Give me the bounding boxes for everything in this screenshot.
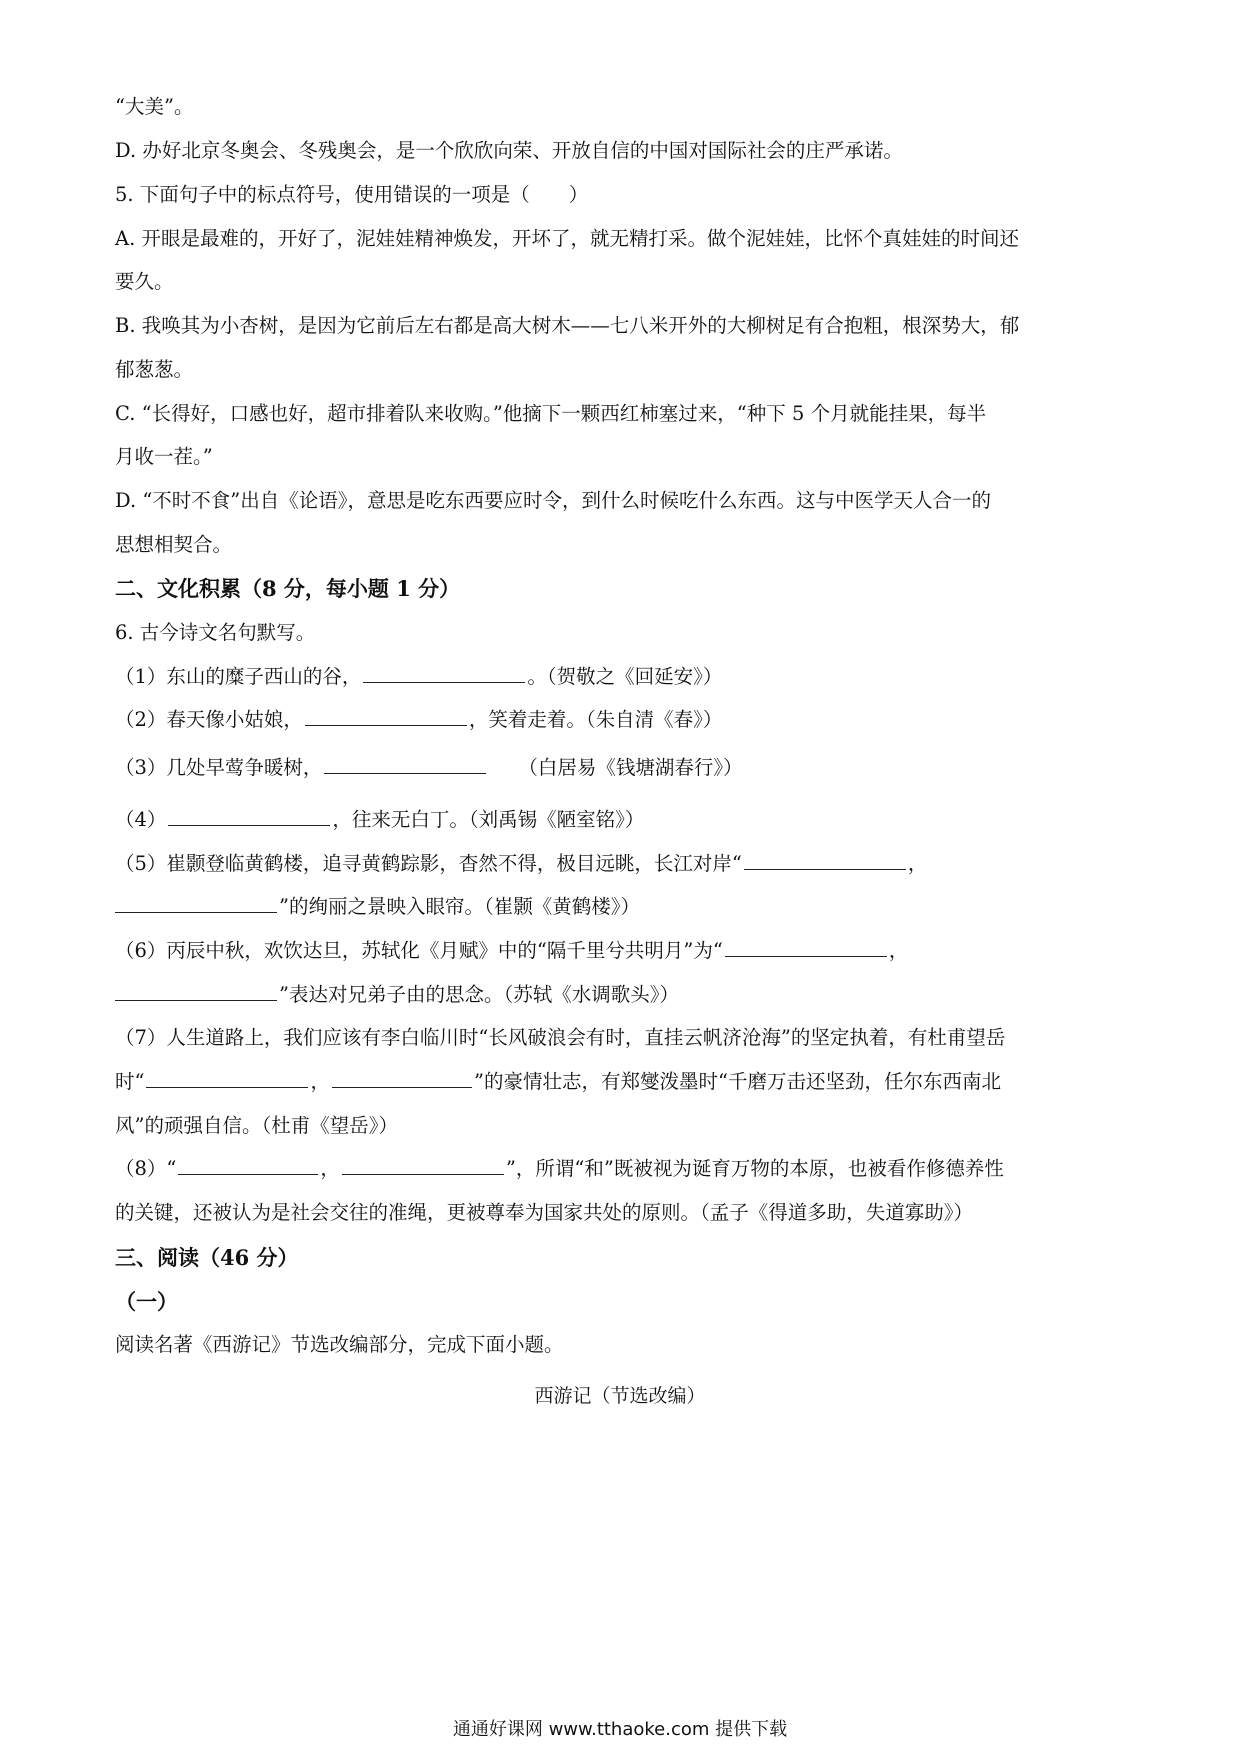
footer-credit: 通通好课网 www.tthaoke.com 提供下载 — [452, 1719, 788, 1740]
q6-item-1-source: 。（贺敬之《回延安》） — [527, 665, 723, 688]
q5-option-c-line1: C. “长得好，口感也好，超市排着队来收购。”他摘下一颗西红柿塞过来，“种下 5 个月就能挂果，每半 — [115, 402, 987, 425]
section3-title: 三、阅读（46 分） — [115, 1245, 299, 1270]
q5-option-d-line2: 思想相契合。 — [115, 533, 233, 556]
answer-blank[interactable] — [324, 755, 486, 774]
q5-stem: 5. 下面句子中的标点符号，使用错误的一项是（ ） — [115, 183, 589, 206]
q5-option-a-line2: 要久。 — [115, 270, 174, 293]
q6-item-6-line2 — [115, 981, 1135, 1009]
q6-item-4 — [115, 806, 1135, 834]
q6-item-5-source: ”的绚丽之景映入眼帘。（崔颢《黄鹤楼》） — [279, 895, 640, 918]
q6-item-7-prompt: 时“ — [115, 1070, 145, 1093]
q6-item-8-line1 — [115, 1155, 1135, 1183]
answer-blank[interactable] — [146, 1069, 308, 1088]
q6-item-5-line2 — [115, 893, 1135, 921]
q6-item-3 — [115, 754, 1135, 782]
q6-item-7-continuation: ”的豪情壮志，有郑燮泼墨时“千磨万击还坚劲，任尔东西南北 — [474, 1070, 1001, 1093]
q5-option-d-line1: D. “不时不食”出自《论语》，意思是吃东西要应时令，到什么时候吃什么东西。这与中医学天人合一的 — [115, 489, 992, 512]
q5-option-b-line1: B. 我唤其为小杏树，是因为它前后左右都是高大树木——七八米开外的大柳树足有合抱粗，根深势大，郁 — [115, 314, 1020, 337]
section2-title: 二、文化积累（8 分，每小题 1 分） — [115, 576, 461, 601]
q6-item-6-prompt: （6）丙辰中秋，欢饮达旦，苏轼化《月赋》中的“隔千里兮共明月”为“ — [115, 939, 723, 962]
q6-item-3-prompt: （3）几处早莺争暖树， — [115, 756, 323, 779]
q6-stem: 6. 古今诗文名句默写。 — [115, 621, 316, 644]
answer-blank[interactable] — [342, 1156, 504, 1175]
answer-blank[interactable] — [168, 807, 330, 826]
q6-item-7-line1: （7）人生道路上，我们应该有李白临川时“长风破浪会有时，直挂云帆济沧海”的坚定执着，有杜甫望岳 — [115, 1026, 1006, 1049]
section3-subheading — [115, 1288, 1135, 1316]
q6-item-3-source: （白居易《钱塘湖春行》） — [518, 756, 743, 779]
answer-blank[interactable] — [178, 1156, 318, 1175]
q6-item-2 — [115, 706, 1135, 734]
q6-item-2-prompt: （2）春天像小姑娘， — [115, 708, 303, 731]
q6-item-4-source: ，往来无白丁。（刘禹锡《陋室铭》） — [332, 808, 645, 831]
section3-heading — [115, 1244, 1135, 1272]
q6-item-7-comma: ， — [310, 1070, 330, 1093]
passage-title: 西游记（节选改编） — [534, 1385, 706, 1407]
section3-sub: （一） — [115, 1289, 178, 1314]
q6-item-1 — [115, 663, 1135, 691]
q4-option-d: D. 办好北京冬奥会、冬残奥会，是一个欣欣向荣、开放自信的中国对国际社会的庄严承诺。 — [115, 139, 903, 162]
answer-blank[interactable] — [305, 707, 467, 726]
q6-item-7-line3: 风”的顽强自信。（杜甫《望岳》） — [115, 1114, 398, 1137]
answer-blank[interactable] — [363, 664, 525, 683]
q6-item-5-comma: ， — [907, 852, 928, 875]
q5-option-a-line1: A. 开眼是最难的，开好了，泥娃娃精神焕发，开坏了，就无精打采。做个泥娃娃，比怀个真娃娃的时间还 — [115, 227, 1019, 250]
q6-item-1-prompt: （1）东山的糜子西山的谷， — [115, 665, 362, 688]
q6-item-8-line2: 的关键，还被认为是社会交往的准绳，更被尊奉为国家共处的原则。（孟子《得道多助，失道寡助》） — [115, 1201, 974, 1224]
q6-item-6-source: ”表达对兄弟子由的思念。（苏轼《水调歌头》） — [279, 983, 679, 1006]
q4-option-c-continuation: “大美”。 — [115, 95, 194, 118]
q6-item-2-source: ，笑着走着。（朱自清《春》） — [468, 708, 723, 731]
answer-blank[interactable] — [115, 894, 277, 913]
answer-blank[interactable] — [115, 982, 277, 1001]
answer-blank[interactable] — [744, 851, 906, 870]
reading-intro: 阅读名著《西游记》节选改编部分，完成下面小题。 — [115, 1333, 564, 1356]
q6-item-8-prompt: （8）“ — [115, 1157, 177, 1180]
q6-item-6-line1 — [115, 937, 1135, 965]
q6-item-6-comma: ， — [888, 939, 909, 962]
q6-item-4-prompt: （4） — [115, 808, 167, 831]
q6-item-7-line2 — [115, 1068, 1135, 1096]
answer-blank[interactable] — [725, 938, 887, 957]
q6-item-5-line1 — [115, 850, 1135, 878]
q6-item-8-continuation: ”，所谓“和”既被视为诞育万物的本原，也被看作修德养性 — [505, 1157, 1004, 1180]
q5-option-b-line2: 郁葱葱。 — [115, 358, 194, 381]
q5-option-c-line2: 月收一茬。” — [115, 445, 213, 468]
q6-item-8-comma: ， — [320, 1157, 340, 1180]
section2-heading — [115, 575, 1135, 603]
answer-blank[interactable] — [332, 1069, 472, 1088]
q6-item-5-prompt: （5）崔颢登临黄鹤楼，追寻黄鹤踪影，杳然不得，极目远眺，长江对岸“ — [115, 852, 742, 875]
